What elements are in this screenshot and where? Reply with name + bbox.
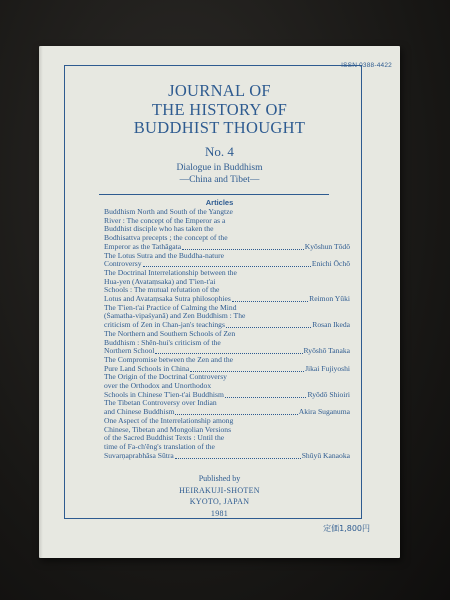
article-title-line: Chinese, Tibetan and Mongolian Versions	[104, 425, 232, 434]
article-entry	[104, 269, 350, 304]
articles-heading: Articles	[205, 198, 234, 207]
article-author: Rosan Ikeda	[312, 320, 350, 330]
title-line-2: THE HISTORY OF	[151, 99, 288, 119]
leader-dots	[155, 347, 302, 354]
journal-title	[39, 82, 400, 138]
article-entry	[104, 330, 350, 356]
article-entry	[104, 417, 350, 461]
article-final-line	[104, 452, 350, 461]
article-final-line	[104, 365, 350, 374]
title-line-1: JOURNAL OF	[168, 81, 271, 100]
article-title-line: The Compromise between the Zen and the	[104, 355, 234, 364]
article-author: Reimon Yūki	[309, 294, 350, 304]
article-entry	[104, 373, 350, 399]
article-entry	[104, 304, 350, 330]
article-title-line: Pure Land Schools in China	[104, 363, 190, 373]
published-by-label: Published by	[198, 474, 241, 483]
article-final-line	[104, 260, 350, 269]
article-title-line: of the Sacred Buddhist Texts : Until the	[104, 434, 225, 443]
article-title-line: and Chinese Buddhism	[104, 407, 175, 417]
publisher-block	[39, 473, 400, 519]
leader-dots	[143, 260, 311, 267]
article-title-line: over the Orthodox and Unorthodox	[104, 382, 212, 391]
leader-dots	[182, 243, 304, 250]
article-title-line: The Tibetan Controversy over Indian	[104, 399, 217, 408]
leader-dots	[232, 295, 308, 302]
leader-dots	[225, 391, 307, 398]
article-title-line: Buddhism North and South of the Yangtze	[104, 208, 233, 216]
article-entry	[104, 208, 350, 252]
article-title-line: Controversy	[104, 259, 142, 269]
article-title-line: Emperor as the Tathāgata	[104, 241, 182, 251]
article-title-line: (Śamatha-vipaśyanā) and Zen Buddhism : The	[104, 312, 246, 321]
article-author: Kyōshun Tōdō	[304, 241, 350, 251]
article-title-line: Northern School	[104, 346, 155, 356]
publisher-location: KYOTO, JAPAN	[189, 497, 250, 506]
leader-dots	[190, 365, 304, 372]
article-title-line: One Aspect of the Interrelationship among	[104, 416, 234, 425]
article-title-line: The Doctrinal Interrelationship between the	[104, 268, 237, 277]
subtitle-line-1: Dialogue in Buddhism	[176, 163, 263, 173]
article-author: Ryōshō Tanaka	[303, 346, 350, 356]
publication-year: 1981	[210, 508, 229, 518]
article-title-line: Schools in Chinese T'ien-t'ai Buddhism	[104, 389, 224, 399]
article-title-line: The Northern and Southern Schools of Zen	[104, 329, 236, 338]
article-title-line: Bodhisattva precepts ; the concept of the	[104, 234, 228, 243]
divider-rule	[99, 194, 329, 195]
article-title-line: River : The concept of the Emperor as a	[104, 216, 226, 225]
price-label: 定価1,800円	[323, 524, 370, 533]
article-title-line: Buddhist disciple who has taken the	[104, 225, 214, 234]
article-title-line: Suvarṇaprabhāsa Sūtra	[104, 450, 174, 460]
article-list	[104, 208, 350, 460]
article-author: Shūyū Kanaoka	[301, 450, 350, 460]
article-entry	[104, 399, 350, 416]
article-title-line: The Origin of the Doctrinal Controversy	[104, 373, 227, 382]
article-title-line: Lotus and Avataṃsaka Sutra philosophies	[104, 294, 231, 304]
article-final-line	[104, 321, 350, 330]
article-title-line: criticism of Zen in Chan-jan's teachings	[104, 320, 225, 330]
article-final-line	[104, 347, 350, 356]
article-title-line: Hua-yen (Avataṃsaka) and T'ien-t'ai	[104, 277, 216, 286]
article-final-line	[104, 243, 350, 252]
article-author: Ryōdō Shioiri	[307, 389, 350, 399]
article-final-line	[104, 391, 350, 400]
leader-dots	[226, 321, 311, 328]
article-author: Akira Suganuma	[298, 407, 350, 417]
journal-cover	[39, 46, 400, 558]
issue-number: No. 4	[205, 144, 234, 159]
article-final-line	[104, 408, 350, 417]
article-title-line: The Lotus Sutra and the Buddha-nature	[104, 251, 224, 260]
article-final-line	[104, 295, 350, 304]
article-author: Jikai Fujiyoshi	[305, 363, 350, 373]
subtitle-line-2: —China and Tibet—	[179, 175, 260, 185]
article-author: Enichi Ōchō	[311, 259, 350, 269]
issn-label: ISSN 0388-4422	[341, 62, 392, 69]
leader-dots	[175, 452, 301, 459]
article-title-line: Buddhism : Shên-hui's criticism of the	[104, 338, 221, 347]
issue-subtitle	[39, 162, 400, 186]
article-entry	[104, 252, 350, 269]
publisher-name: HEIRAKUJI-SHOTEN	[179, 485, 260, 495]
article-entry	[104, 356, 350, 373]
leader-dots	[175, 408, 297, 415]
title-line-3: BUDDHIST THOUGHT	[133, 118, 306, 137]
article-title-line: Schools : The mutual refutation of the	[104, 286, 220, 295]
article-title-line: The T'ien-t'ai Practice of Calming the Mind	[104, 303, 237, 312]
article-title-line: time of Fa-ch'êng's translation of the	[104, 442, 215, 451]
